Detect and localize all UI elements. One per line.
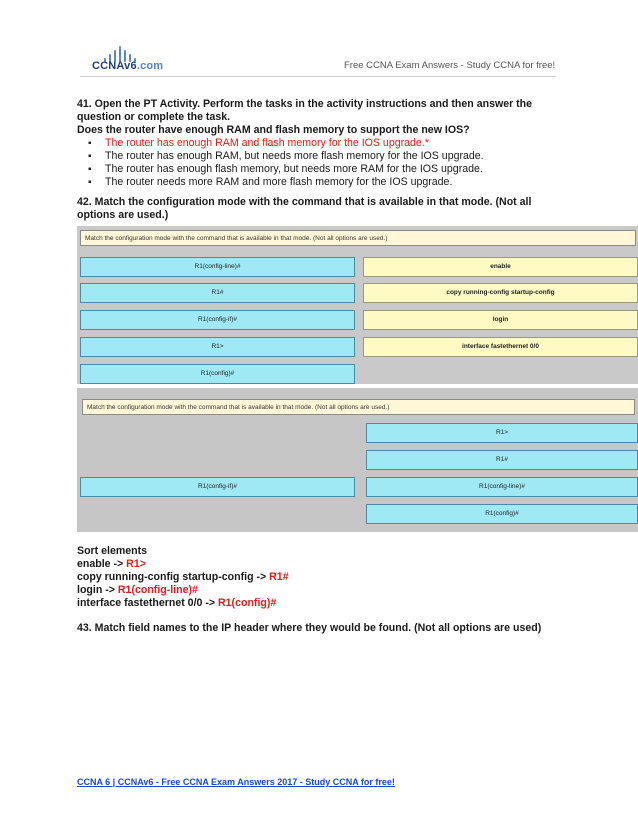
sort-command: enable ->	[77, 558, 127, 570]
question-41-line3: Does the router have enough RAM and flash memory to support the new IOS?	[77, 124, 470, 136]
sort-row	[77, 558, 567, 571]
option: ▪ The router needs more RAM and more flash memory for the IOS upgrade.	[105, 176, 567, 189]
question-41-line1: 41. Open the PT Activity. Perform the tasks in the activity instructions and then answer the	[77, 98, 533, 110]
option: ▪ The router has enough flash memory, but needs more RAM for the IOS upgrade.	[105, 163, 567, 176]
mode-box[interactable]: R1>	[80, 337, 355, 357]
sort-answer: R1>	[126, 558, 146, 570]
question-42-figure	[77, 226, 638, 532]
sort-answer: R1(config-line)#	[117, 584, 198, 596]
sort-answer: R1(config)#	[218, 597, 277, 609]
command-box: login	[363, 310, 638, 330]
figure-answer-panel	[77, 388, 638, 532]
figure-question-panel	[77, 226, 638, 386]
question-41-line2: question or complete the task.	[77, 111, 231, 123]
answer-box[interactable]: R1#	[366, 450, 638, 470]
question-42: 42. Match the configuration mode with the command that is available in that mode. (Not all options are used.)	[77, 196, 532, 221]
page-header	[0, 0, 638, 80]
question-43: 43. Match field names to the IP header where they would be found. (Not all options are used)	[77, 622, 542, 634]
option: ▪ The router has enough RAM, but needs more flash memory for the IOS upgrade.	[105, 150, 567, 163]
figure-instruction: Match the configuration mode with the command that is available in that mode. (Not all options are used.)	[80, 230, 636, 246]
command-box: interface fastethernet 0/0	[363, 337, 638, 357]
sort-row	[77, 571, 567, 584]
sort-title: Sort elements	[77, 545, 148, 557]
sort-command: login ->	[77, 584, 118, 596]
answer-box[interactable]: R1>	[366, 423, 638, 443]
command-box: copy running-config startup-config	[363, 283, 638, 303]
header-tagline: Free CCNA Exam Answers - Study CCNA for free!	[344, 60, 556, 71]
answer-box[interactable]: R1(config-line)#	[366, 477, 638, 497]
site-logo[interactable]	[92, 60, 163, 72]
mode-box[interactable]: R1(config-if)#	[80, 477, 355, 497]
mode-box[interactable]: R1(config)#	[80, 364, 355, 384]
mode-box[interactable]: R1#	[80, 283, 355, 303]
footer-link[interactable]: CCNA 6 | CCNAv6 - Free CCNA Exam Answers 2017 - Study CCNA for free!	[77, 777, 395, 787]
option-correct: ▪ The router has enough RAM and flash memory for the IOS upgrade.*	[105, 137, 567, 150]
sort-row	[77, 584, 567, 597]
logo-text-main: CCNAv6	[92, 60, 137, 72]
mode-box[interactable]: R1(config-if)#	[80, 310, 355, 330]
command-box: enable	[363, 257, 638, 277]
sort-row	[77, 597, 567, 610]
sort-elements	[77, 545, 567, 610]
header-divider	[80, 76, 556, 77]
mode-box[interactable]: R1(config-line)#	[80, 257, 355, 277]
sort-answer: R1#	[269, 571, 289, 583]
answer-box[interactable]: R1(config)#	[366, 504, 638, 524]
figure-instruction: Match the configuration mode with the command that is available in that mode. (Not all options are used.)	[82, 399, 635, 415]
question-41-options	[77, 137, 567, 189]
sort-command: copy running-config startup-config ->	[77, 571, 270, 583]
question-41	[77, 98, 567, 189]
logo-text-suffix: .com	[136, 60, 164, 72]
sort-command: interface fastethernet 0/0 ->	[77, 597, 219, 609]
